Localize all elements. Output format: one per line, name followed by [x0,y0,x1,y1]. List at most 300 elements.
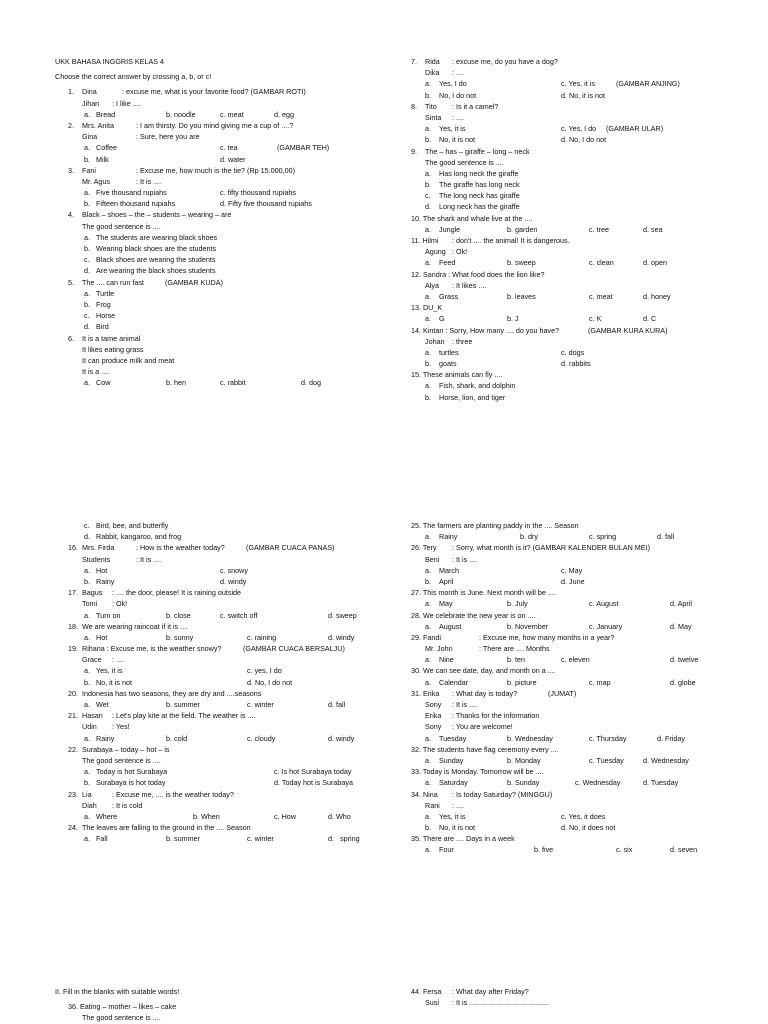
worksheet-line [55,721,375,732]
worksheet-text: c. Wednesday [575,778,621,788]
worksheet-text: Gina [82,132,98,142]
worksheet-text: 35. There are .... Days in a week [411,834,515,844]
worksheet-text: c. fifty thousand rupiahs [220,188,296,198]
worksheet-line [411,766,731,777]
worksheet-text: d. fall [657,532,675,542]
worksheet-text: We are wearing raincoat if it is .... [82,621,189,631]
worksheet-text: 30. We can see date, day, and month on a .... [411,666,556,676]
worksheet-text: b. [425,359,431,369]
worksheet-line [55,520,375,531]
worksheet-line [411,101,731,112]
worksheet-text: : Excuse me, how much is the tie? (Rp 15.000,00) [136,165,296,175]
worksheet-line [55,665,375,676]
worksheet-text: d. Fifty five thousand rupiahs [220,199,312,209]
worksheet-line [55,1001,375,1012]
worksheet-line [411,235,731,246]
worksheet-line [55,176,375,187]
worksheet-text: No, it is not [439,823,475,833]
worksheet-text: Turtle [96,288,115,298]
worksheet-text: 25. The farmers are planting paddy in the .... Season [411,521,579,530]
worksheet-text: d. windy [328,632,355,642]
worksheet-text: c. clean [589,258,614,268]
worksheet-text: : There are .... Months [479,644,550,654]
worksheet-text: The good sentence is .... [425,157,504,167]
worksheet-text: It is a .... [82,367,110,377]
worksheet-text: b. noodle [166,109,196,119]
worksheet-line [411,789,731,800]
worksheet-text: a. [425,291,431,301]
worksheet-text: Tito [425,101,437,111]
worksheet-line [411,710,731,721]
worksheet-line [55,98,375,109]
worksheet-text: c. Yes, I do [561,124,597,134]
worksheet-text: It can produce milk and meat [82,355,175,365]
worksheet-text: Mrs. Anita [82,120,114,130]
worksheet-text: (GAMBAR CUACA BERSALJU) [243,644,345,654]
worksheet-line [55,811,375,822]
worksheet-line [55,565,375,576]
worksheet-text: Frog [96,299,111,309]
worksheet-text: c. dogs [561,347,585,357]
worksheet-text: a. [84,109,90,119]
worksheet-text: April [439,576,454,586]
worksheet-line [55,232,375,243]
worksheet-text: 17. [68,588,78,598]
worksheet-text: Rabbit, kangaroo, and frog [96,532,182,542]
worksheet-text: Yes, it is [439,124,466,134]
worksheet-text: : excuse me, what is your favorite food? (GAMBAR ROTI) [122,87,306,97]
worksheet-text: a. [425,677,431,687]
worksheet-text: 7. [411,57,417,66]
worksheet-text: c. map [589,677,611,687]
worksheet-text: a. [84,733,90,743]
worksheet-text: The .... can run fast [82,277,144,287]
worksheet-text: spring [340,834,360,844]
worksheet-text: d. [84,532,90,542]
worksheet-text: b. leaves [507,291,536,301]
worksheet-text: No, it is not [439,135,475,145]
worksheet-text: 23. [68,789,78,799]
worksheet-text: (JUMAT) [548,688,577,698]
worksheet-text: Coffee [96,143,118,153]
worksheet-line [55,209,375,220]
worksheet-text: Bird, bee, and butterfly [96,521,169,530]
worksheet-text: b. [84,244,90,253]
worksheet-line [55,221,375,232]
worksheet-line [55,265,375,276]
worksheet-line [55,744,375,755]
worksheet-text: Tomi [82,599,98,609]
worksheet-text: a. [425,733,431,743]
worksheet-line [55,154,375,165]
worksheet-line [55,165,375,176]
worksheet-line [411,744,731,755]
worksheet-line [55,254,375,265]
worksheet-text: b. [84,299,90,309]
worksheet-line [411,598,731,609]
worksheet-text: Rida [425,57,440,66]
worksheet-text: : three [452,336,473,346]
worksheet-text: d. globe [670,677,696,687]
worksheet-text: (GAMBAR ANJING) [616,79,680,89]
worksheet-line [55,366,375,377]
worksheet-text: c. meat [220,109,244,119]
worksheet-text: b. When [193,811,220,821]
worksheet-text: Fish, shark, and dolphin [439,381,516,391]
worksheet-text: 5. [68,277,74,287]
worksheet-text: a. [84,632,90,642]
worksheet-text: c. Yes, it is [561,79,595,89]
worksheet-text: 31. Erika [411,688,440,698]
worksheet-line [411,520,731,531]
worksheet-text: The – has – giraffe – long – neck [425,146,530,156]
worksheet-text: a. [84,188,90,198]
worksheet-text: a. [84,767,90,777]
worksheet-text: b. summer [166,834,200,844]
worksheet-text: Yes, it is [439,811,466,821]
worksheet-text: d. No, it does not [561,823,616,833]
worksheet-text: d. Who [328,811,351,821]
worksheet-text: The good sentence is .... [82,1013,161,1023]
worksheet-text: 2. [68,120,74,130]
worksheet-text: b. sunny [166,632,194,642]
worksheet-line [411,257,731,268]
worksheet-text: : It is cold [112,800,143,810]
worksheet-line [411,213,731,224]
worksheet-line [411,358,731,369]
worksheet-text: Johan [425,336,445,346]
worksheet-line [411,565,731,576]
worksheet-line [55,699,375,710]
worksheet-text: Susi [425,998,439,1008]
worksheet-text: d. twelve [670,655,699,665]
worksheet-text: b. five [534,845,554,855]
worksheet-text: Horse [96,311,116,321]
worksheet-line [55,632,375,643]
worksheet-text: c. January [589,621,623,631]
worksheet-text: c. snowy [220,565,248,575]
worksheet-text: a. [425,314,431,324]
worksheet-line [411,269,731,280]
worksheet-text: 44. Fersa [411,987,442,996]
worksheet-text: d. June [561,576,585,586]
worksheet-text: c. switch off [220,610,258,620]
worksheet-line [55,277,375,288]
worksheet-text: Fani [82,165,96,175]
worksheet-text: 16. [68,543,78,553]
worksheet-text: b. [84,778,90,788]
worksheet-line [411,246,731,257]
worksheet-text: Fall [96,834,108,844]
worksheet-text: c. spring [589,532,617,542]
worksheet-text: Erika [425,711,442,721]
worksheet-text: 11. Hilmi [411,236,439,245]
worksheet-text: c. rabbit [220,378,246,388]
worksheet-line [411,157,731,168]
worksheet-line [411,688,731,699]
worksheet-text: Indonesia has two seasons, they are dry and ....seasons [82,688,262,698]
worksheet-text: 6. [68,333,74,343]
worksheet-text: c. winter [247,700,274,709]
worksheet-text: Black – shoes – the – students – wearing – are [82,210,232,220]
worksheet-text: : It is .... [136,554,162,564]
worksheet-text: b. [84,677,90,687]
worksheet-text: Sony [425,722,442,732]
worksheet-text: a. [425,655,431,665]
worksheet-line [411,632,731,643]
worksheet-text: : How is the weather today? [136,543,225,553]
worksheet-text: turtles [439,347,459,357]
worksheet-line [411,224,731,235]
worksheet-line [411,531,731,542]
worksheet-text: 28. We celebrate the new year is on .... [411,610,536,620]
worksheet-text: (GAMBAR CUACA PANAS) [246,543,335,553]
worksheet-line [55,131,375,142]
worksheet-text: a. [84,378,90,388]
worksheet-text: Milk [96,154,109,164]
worksheet-text: d. rabbits [561,359,591,369]
worksheet-text: Jihan [82,98,100,108]
worksheet-text: Mrs. Firda [82,543,115,553]
worksheet-line [55,542,375,553]
worksheet-text: d. Today hot is Surabaya [274,778,353,788]
worksheet-text: : Excuse me, .... is the weather today? [112,789,234,799]
worksheet-text: Saturday [439,778,468,788]
worksheet-line [55,766,375,777]
worksheet-text: G [439,314,445,324]
worksheet-line [411,587,731,598]
worksheet-text: b. [425,392,431,402]
worksheet-text: : excuse me, do you have a dog? [452,57,558,66]
worksheet-line [55,733,375,744]
worksheet-text: The long neck has giraffe [439,191,520,201]
worksheet-text: b. close [166,610,191,620]
worksheet-line [411,302,731,313]
worksheet-text: 26. Tery [411,543,437,553]
worksheet-text: 29. Fandi [411,632,441,642]
worksheet-line [55,710,375,721]
worksheet-text: a. [84,834,90,844]
worksheet-text: 18. [68,621,78,631]
worksheet-text: d. dog [301,378,321,388]
worksheet-text: c. Thursday [589,733,627,743]
worksheet-text: c. [425,191,431,201]
worksheet-text: : don't .... the animal! It is dangerous. [452,236,570,245]
worksheet-text: : You are welcome! [452,722,513,732]
worksheet-line [411,777,731,788]
worksheet-text: Are wearing the black shoes students [96,266,216,276]
worksheet-text: a. [84,666,90,676]
worksheet-line [411,336,731,347]
worksheet-line [55,56,375,67]
worksheet-text: 15. These animals can fly .... [411,370,503,380]
worksheet-text: March [439,565,459,575]
worksheet-text: Rainy [96,576,115,586]
worksheet-text: d. windy [328,733,355,743]
worksheet-text: : .... [112,655,124,665]
worksheet-text: : Excuse me, how many months in a year? [479,632,615,642]
worksheet-line [411,822,731,833]
worksheet-text: c. Is hot Surabaya today [274,767,352,777]
worksheet-text: UKK BAHASA INGGRIS KELAS 4 [55,57,165,66]
worksheet-line [55,344,375,355]
worksheet-line [411,811,731,822]
worksheet-line [411,380,731,391]
worksheet-text: Dika [425,68,440,78]
worksheet-line [55,822,375,833]
worksheet-text: : .... [452,800,464,810]
worksheet-text: Wearing black shoes are the students [96,244,217,253]
worksheet-text: : It is .... [136,176,162,186]
worksheet-text: : I am thirsty. Do you mind giving me a cup of ....? [136,120,294,130]
worksheet-line [55,800,375,811]
worksheet-text: b. [425,180,431,190]
worksheet-text: : .... [452,112,464,122]
worksheet-text: Yes, I do [439,79,467,89]
worksheet-text: Turn on [96,610,121,620]
worksheet-text: (GAMBAR KURA KURA) [588,325,668,335]
worksheet-text: (GAMBAR KUDA) [165,277,223,287]
worksheet-line [55,677,375,688]
worksheet-line [411,755,731,766]
worksheet-text: Wet [96,700,109,709]
worksheet-text: b. November [507,621,549,631]
worksheet-text: Sinta [425,112,442,122]
worksheet-text: Today is hot Surabaya [96,767,168,777]
worksheet-line [411,179,731,190]
worksheet-line [55,598,375,609]
worksheet-line [55,986,375,997]
worksheet-line [411,78,731,89]
worksheet-text: : .... the door, please! It is raining outside [112,588,242,598]
worksheet-text: c. winter [247,834,274,844]
page1-left-column [55,56,375,388]
worksheet-text: c. K [589,314,602,324]
worksheet-text: c. yes, I do [247,666,282,676]
worksheet-line [411,665,731,676]
worksheet-line [411,621,731,632]
worksheet-text: a. [425,621,431,631]
worksheet-line [411,844,731,855]
worksheet-text: b. J [507,314,519,324]
worksheet-text: Rani [425,800,440,810]
worksheet-text: Feed [439,258,456,268]
worksheet-text: Mr. John [425,644,453,654]
worksheet-text: b. sweep [507,258,536,268]
worksheet-text: d. sweep [328,610,357,620]
worksheet-text: a. [425,79,431,89]
worksheet-text: Surabaya is hot today [96,778,166,788]
page2-right-column [411,520,731,856]
worksheet-text: 32. The students have flag ceremony every .... [411,744,559,754]
worksheet-text: The giraffe has long neck [439,180,520,190]
worksheet-text: c. tree [589,224,609,234]
worksheet-text: a. [425,224,431,234]
worksheet-text: : Ok! [112,599,128,609]
worksheet-line [55,355,375,366]
worksheet-text: Black shoes are wearing the students [96,255,216,265]
worksheet-text: a. [425,755,431,765]
worksheet-line [55,120,375,131]
worksheet-line [55,71,375,82]
worksheet-text: (GAMBAR TEH) [277,143,330,153]
worksheet-line [411,325,731,336]
worksheet-text: b. hen [166,378,186,388]
worksheet-text: 34. Nina [411,789,438,799]
worksheet-text: d. egg [274,109,294,119]
worksheet-line [55,643,375,654]
worksheet-text: d. Wednesday [643,755,689,765]
worksheet-text: b. [84,576,90,586]
worksheet-text: 13. DU_K [411,303,443,313]
worksheet-text: : Yes! [112,722,130,732]
worksheet-line [55,531,375,542]
worksheet-line [55,789,375,800]
worksheet-text: d. [425,202,431,212]
worksheet-text: 14. Kintan : Sorry, How many .... do you have? [411,325,560,335]
worksheet-line [55,688,375,699]
worksheet-text: II. Fill in the blanks with suitable words! [55,987,180,996]
page3-right-column [411,986,731,1008]
worksheet-line [55,187,375,198]
worksheet-text: The leaves are falling to the ground in the .... Season [82,823,251,833]
worksheet-text: b. July [507,599,528,609]
worksheet-line [411,168,731,179]
worksheet-text: c. eleven [561,655,590,665]
worksheet-text: It is a tame animal [82,333,141,343]
worksheet-text: c. [84,255,90,265]
worksheet-line [411,112,731,123]
worksheet-line [411,201,731,212]
worksheet-text: : Sorry, what month is it? (GAMBAR KALENDER BULAN MEI) [452,543,650,553]
worksheet-text: : It likes .... [452,280,487,290]
worksheet-text: Lia [82,789,92,799]
worksheet-text: goats [439,359,457,369]
worksheet-text: a. [425,381,431,391]
worksheet-text: c. May [561,565,583,575]
worksheet-text: Sunday [439,755,464,765]
worksheet-line [411,123,731,134]
worksheet-line [411,146,731,157]
worksheet-text: c. six [616,845,633,855]
worksheet-line [55,587,375,598]
worksheet-text: d. [84,266,90,276]
worksheet-text: d. May [670,621,692,631]
worksheet-text: Yes, it is [96,666,123,676]
worksheet-text: a. [84,610,90,620]
worksheet-line [411,392,731,403]
worksheet-text: Grass [439,291,459,301]
page1-right-column [411,56,731,403]
worksheet-text: Rainy [96,733,115,743]
worksheet-text: a. [425,124,431,134]
worksheet-text: : Is today Saturday? (MINGGU) [452,789,553,799]
worksheet-line [55,554,375,565]
worksheet-text: a. [425,811,431,821]
worksheet-text: Where [96,811,118,821]
worksheet-line [55,198,375,209]
worksheet-text: Cow [96,378,111,388]
worksheet-text: Bread [96,109,116,119]
worksheet-text: a. [425,778,431,788]
worksheet-text: Students [82,554,111,564]
worksheet-line [55,1012,375,1023]
worksheet-text: Alya [425,280,439,290]
worksheet-text: : Thanks for the information [452,711,540,721]
worksheet-line [55,610,375,621]
worksheet-text: c. Yes, it does [561,811,606,821]
worksheet-line [411,997,731,1008]
